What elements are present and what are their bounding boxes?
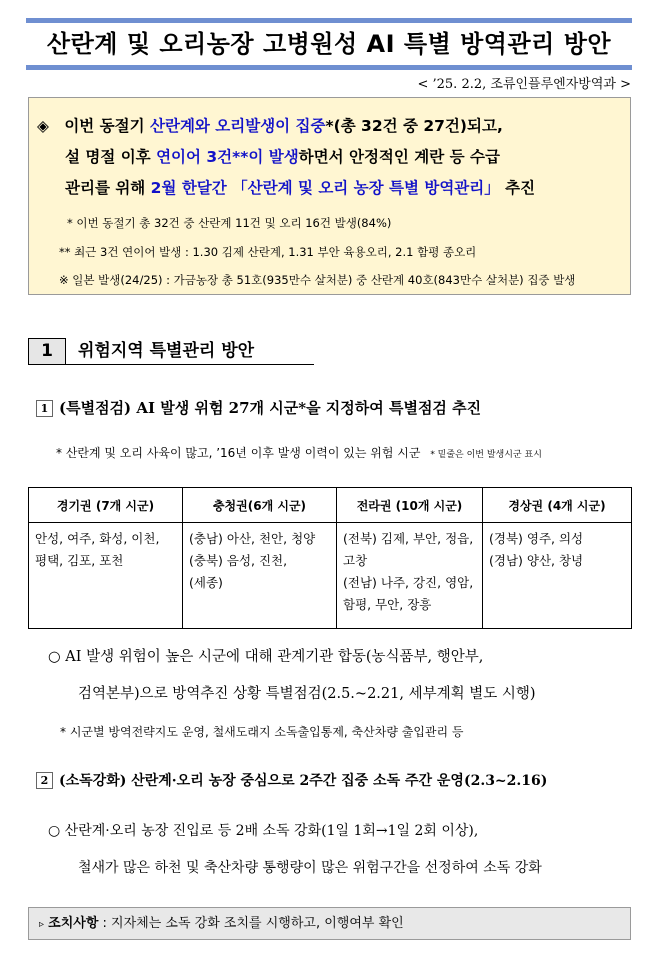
item-1-note [56,444,542,461]
action-label: 조치사항 [48,916,99,931]
section-underline [66,364,314,365]
section-number: 1 [28,338,66,365]
cell-line: (세종) [189,575,223,590]
cell-chungcheong [183,523,337,629]
summary-line-2 [65,145,500,167]
bullet-1-note: * 시군별 방역전략지도 운영, 철새도래지 소독출입통제, 축산차량 출입관리 등 [60,725,464,739]
summary-l2-a: 설 명절 이후 [65,148,157,166]
item-2-text: (소독강화) 산란계·오리 농장 중심으로 2주간 집중 소독 주간 운영(2.3~2.16) [59,773,548,789]
cell-line: (전북) 김제, 부안, 정읍, [343,531,474,546]
item-1-number: 1 [36,400,53,417]
item-1-text: (특별점검) AI 발생 위험 27개 시군*을 지정하여 특별점검 추진 [59,399,482,417]
date-department: < ’25. 2.2, 조류인플루엔자방역과 > [417,77,631,92]
item-2 [36,770,547,790]
section-title: 위험지역 특별관리 방안 [78,341,255,361]
summary-note-1: * 이번 동절기 총 32건 중 산란계 11건 및 오리 16건 발생(84%) [67,216,392,230]
summary-l1-highlight: 산란계와 오리발생이 집중 [150,117,326,135]
table-header-row [29,488,632,523]
header-jeolla: 전라권 (10개 시군) [337,488,483,523]
item-2-number: 2 [36,772,53,789]
cell-line: 평택, 김포, 포천 [35,553,124,568]
action-text: : 지자체는 소독 강화 조치를 시행하고, 이행여부 확인 [98,916,404,931]
summary-line-1 [37,114,503,136]
action-box [28,907,631,940]
triangle-marker-icon: ▹ [39,919,45,930]
cell-line: (충북) 음성, 진천, [189,553,288,568]
table-row [29,523,632,629]
bullet-2-line-2: 철새가 많은 하천 및 축산차량 통행량이 많은 위험구간을 선정하여 소독 강화 [78,860,542,876]
cell-gyeongsang [483,523,632,629]
title-bottom-bar [26,65,632,70]
summary-l3-c: 추진 [499,179,536,197]
summary-l1-a: 이번 동절기 [64,117,150,135]
cell-line: 함평, 무안, 장흥 [343,597,432,612]
cell-line: (전남) 나주, 강진, 영암, [343,575,474,590]
header-gyeonggi: 경기권 (7개 시군) [29,488,183,523]
cell-line: (경남) 양산, 창녕 [489,553,584,568]
cell-line: (충남) 아산, 천안, 청양 [189,531,316,546]
diamond-bullet-icon: ◈ [37,117,49,135]
summary-l1-c: *(총 32건 중 27건)되고, [325,117,503,135]
header-chungcheong: 충청권(6개 시군) [183,488,337,523]
cell-jeolla [337,523,483,629]
cell-line: 안성, 여주, 화성, 이천, [35,531,160,546]
title-banner [26,18,632,70]
title-top-bar [26,18,632,23]
cell-line: 고창 [343,553,368,568]
header-gyeongsang: 경상권 (4개 시군) [483,488,632,523]
page-title: 산란계 및 오리농장 고병원성 AI 특별 방역관리 방안 [46,30,612,58]
summary-box [28,97,631,295]
summary-l2-highlight: 연이어 3건**이 발생 [156,148,299,166]
summary-l2-c: 하면서 안정적인 계란 등 수급 [298,148,500,166]
cell-gyeonggi [29,523,183,629]
summary-note-3: ※ 일본 발생(24/25) : 가금농장 총 51호(935만수 살처분) 중 산란계 40호(843만수 살처분) 집중 발생 [59,273,576,287]
summary-l3-a: 관리를 위해 [65,179,151,197]
risk-region-table [28,487,632,629]
bullet-1-line-2: 검역본부)으로 방역추진 상황 특별점검(2.5.~2.21, 세부계획 별도 시행) [78,686,536,702]
item-1-note-legend: * 밑줄은 이번 발생시군 표시 [430,450,542,460]
summary-l3-highlight: 2월 한달간 「산란계 및 오리 농장 특별 방역관리」 [150,179,500,197]
bullet-1-line-1: ○ AI 발생 위험이 높은 시군에 대해 관계기관 합동(농식품부, 행안부, [48,649,484,665]
summary-line-3 [65,176,535,198]
cell-line: (경북) 영주, 의성 [489,531,584,546]
item-1-note-text: * 산란계 및 오리 사육이 많고, ’16년 이후 발생 이력이 있는 위험 시군 [56,446,421,460]
bullet-2-line-1: ○ 산란계·오리 농장 진입로 등 2배 소독 강화(1일 1회→1일 2회 이상), [48,823,479,839]
item-1 [36,397,481,418]
summary-note-2: ** 최근 3건 연이어 발생 : 1.30 김제 산란계, 1.31 부안 육용오리, 2.1 함평 종오리 [59,245,477,259]
